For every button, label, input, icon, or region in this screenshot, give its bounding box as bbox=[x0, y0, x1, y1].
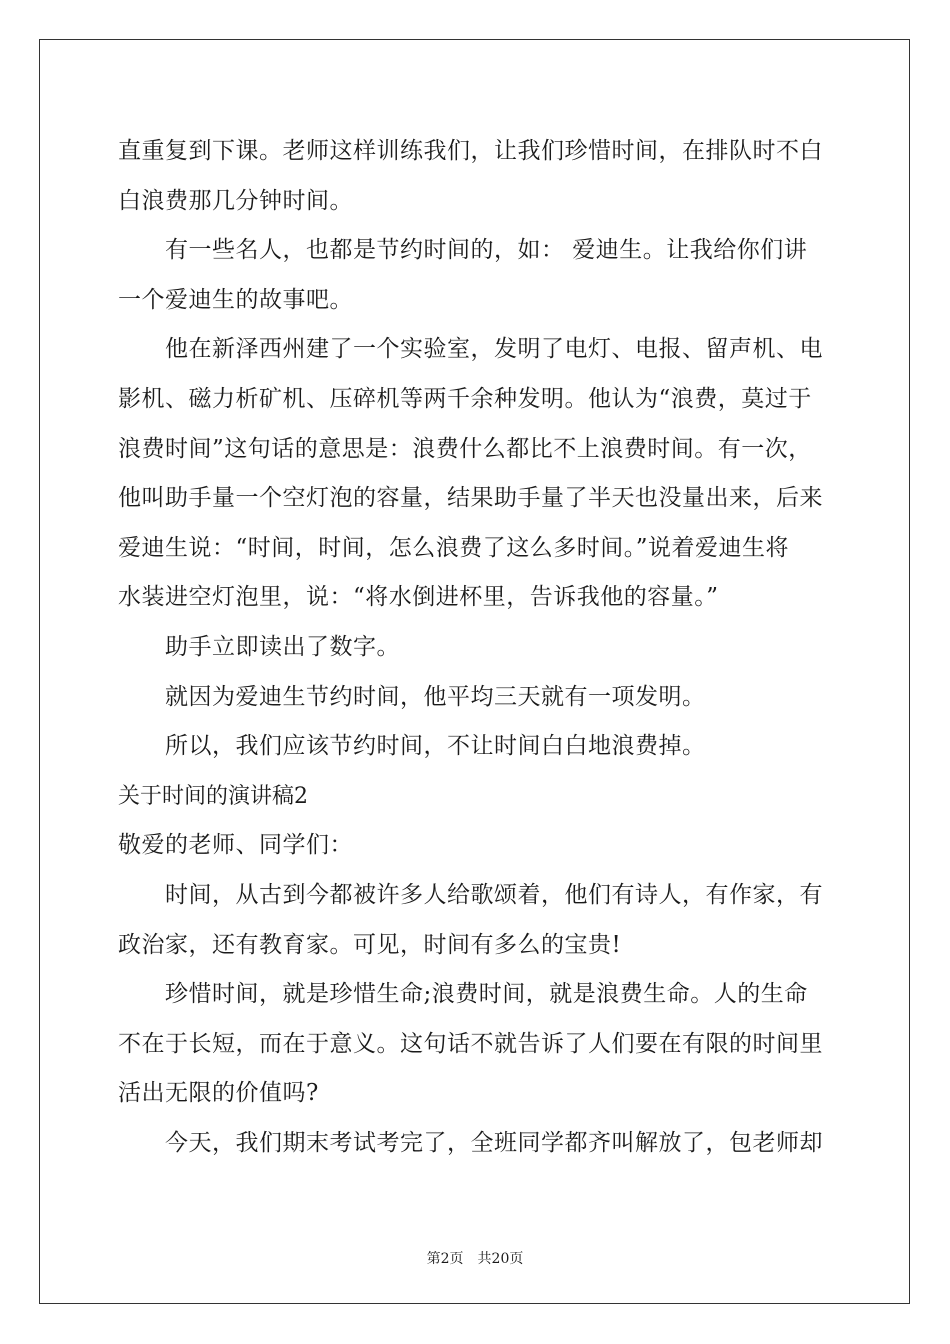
page-number: 第2页 bbox=[426, 1251, 464, 1267]
text-line: 珍惜时间，就是珍惜生命;浪费时间，就是浪费生命。人的生命 bbox=[165, 981, 808, 1008]
text-line: 政治家，还有教育家。可见，时间有多么的宝贵! bbox=[118, 931, 622, 958]
text-line: 影机、磁力析矿机、压碎机等两千余种发明。他认为“浪费，莫过于 bbox=[118, 385, 812, 412]
text-line: 助手立即读出了数字。 bbox=[165, 633, 400, 660]
page-footer bbox=[0, 1248, 950, 1268]
text-line: 就因为爱迪生节约时间，他平均三天就有一项发明。 bbox=[165, 683, 706, 710]
text-line: 他叫助手量一个空灯泡的容量，结果助手量了半天也没量出来，后来 bbox=[118, 485, 823, 512]
text-line: 爱迪生说：“时间，时间，怎么浪费了这么多时间。”说着爱迪生将 bbox=[118, 534, 790, 561]
page-total: 共20页 bbox=[477, 1251, 524, 1267]
text-line: 他在新泽西州建了一个实验室，发明了电灯、电报、留声机、电 bbox=[165, 336, 823, 363]
text-line: 一个爱迪生的故事吧。 bbox=[118, 286, 353, 313]
text-line: 活出无限的价值吗? bbox=[118, 1080, 319, 1107]
text-line: 水装进空灯泡里，说：“将水倒进杯里，告诉我他的容量。” bbox=[118, 584, 719, 611]
text-line: 直重复到下课。老师这样训练我们，让我们珍惜时间，在排队时不白 bbox=[118, 138, 823, 164]
text-line: 所以，我们应该节约时间，不让时间白白地浪费掉。 bbox=[165, 733, 706, 760]
text-line: 浪费时间”这句话的意思是：浪费什么都比不上浪费时间。有一次， bbox=[118, 435, 812, 462]
text-line: 白浪费那几分钟时间。 bbox=[118, 187, 353, 214]
text-line: 有一些名人，也都是节约时间的，如： 爱迪生。让我给你们讲 bbox=[165, 237, 808, 264]
section-heading: 关于时间的演讲稿2 bbox=[118, 783, 308, 809]
text-line: 时间，从古到今都被许多人给歌颂着，他们有诗人，有作家，有 bbox=[165, 881, 823, 908]
text-line: 今天，我们期末考试考完了，全班同学都齐叫解放了，包老师却 bbox=[165, 1129, 823, 1156]
text-line: 不在于长短，而在于意义。这句话不就告诉了人们要在有限的时间里 bbox=[118, 1030, 823, 1057]
document-body bbox=[118, 127, 834, 1168]
salutation: 敬爱的老师、同学们： bbox=[118, 832, 353, 859]
